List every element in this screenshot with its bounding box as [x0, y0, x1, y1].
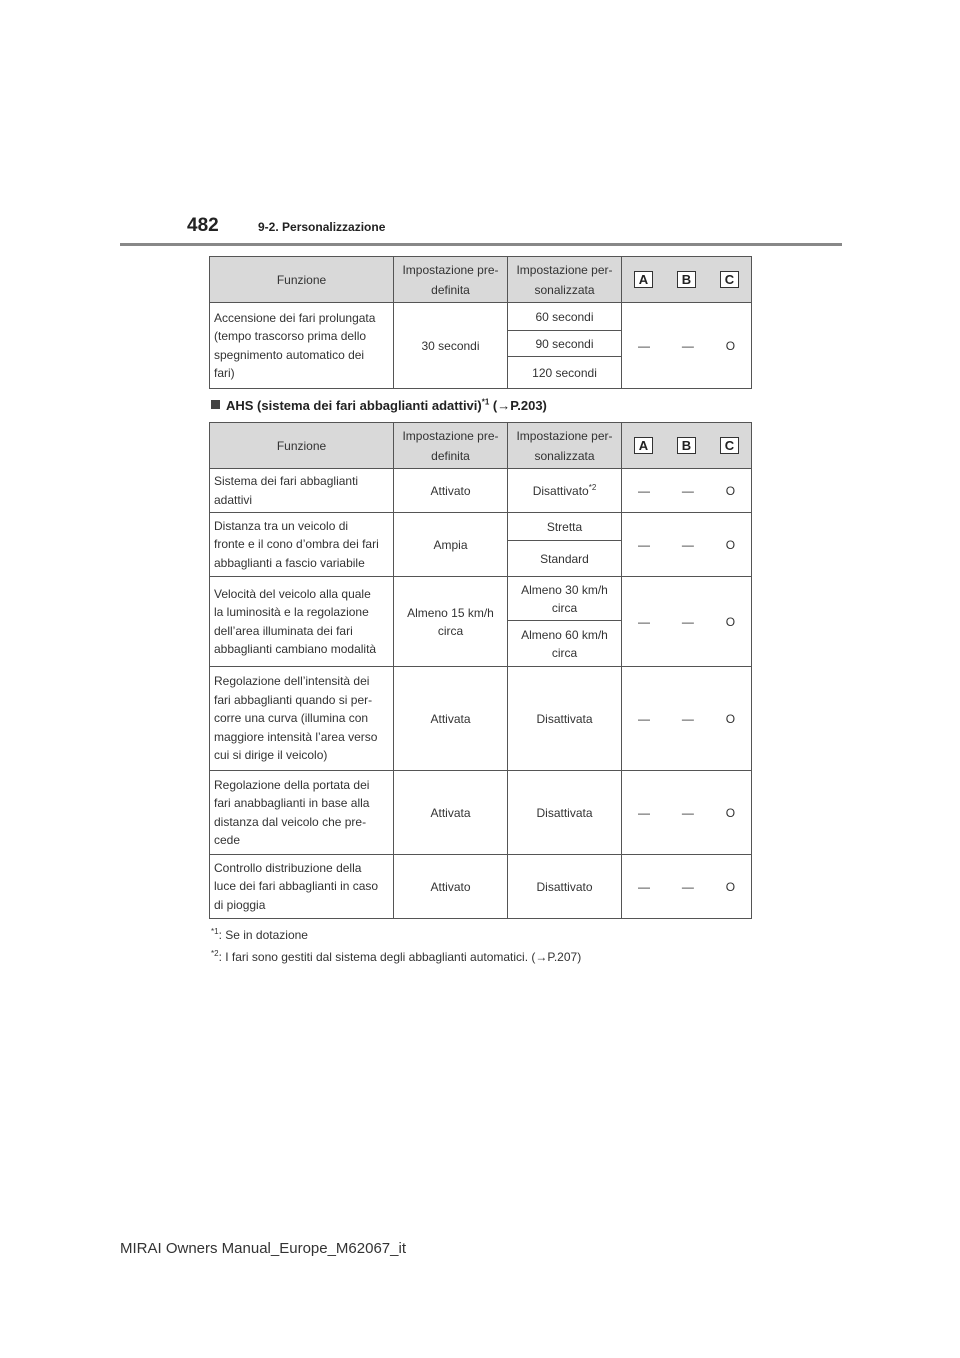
custom-cell: Disattivato: [508, 855, 622, 919]
default-cell: Attivato: [394, 469, 508, 513]
function-cell: Regolazione dell’intensità dei fari abbaglianti quando si per- corre una curva (illumina con maggiore intensità l’area verso cui si dirige il veicolo): [210, 667, 394, 771]
function-cell: Regolazione della portata dei fari anabbaglianti in base alla distanza dal veicolo che pre- cede: [210, 771, 394, 855]
custom-cell: Standard: [508, 541, 622, 577]
footnote-1: $^{*1}$: Se in dotazione: [211, 927, 308, 942]
table-row: [210, 771, 752, 855]
marks-cell: — — O: [622, 469, 752, 513]
default-cell: Almeno 15 km/h circa: [394, 577, 508, 667]
settings-table-ahs: [209, 422, 752, 919]
footnote-2: $^{*2}$: I fari sono gestiti dal sistema degli abbaglianti automatici. (→P.207): [211, 949, 582, 964]
custom-cell: Almeno 30 km/h circa: [508, 577, 622, 621]
default-cell: Attivata: [394, 667, 508, 771]
custom-cell: 60 secondi: [508, 303, 622, 331]
header-rule: [120, 243, 842, 246]
col-funzione: Funzione: [210, 423, 394, 469]
marks-cell: — — O: [622, 855, 752, 919]
default-cell: Attivato: [394, 855, 508, 919]
custom-cell: Almeno 60 km/h circa: [508, 621, 622, 667]
marks-cell: — — O: [622, 771, 752, 855]
function-cell: Velocità del veicolo alla quale la luminosità e la regolazione dell’area illuminata dei fari abbaglianti cambiano modalità: [210, 577, 394, 667]
col-marks: [622, 257, 752, 303]
table-row: [210, 469, 752, 513]
custom-cell: Disattivata: [508, 771, 622, 855]
mark-c-icon: C: [720, 437, 739, 454]
col-custom: Impostazione per- sonalizzata: [508, 257, 622, 303]
default-cell: 30 secondi: [394, 303, 508, 389]
mark-a-icon: A: [634, 437, 653, 454]
col-custom: Impostazione per- sonalizzata: [508, 423, 622, 469]
marks-cell: — — O: [622, 667, 752, 771]
bullet-square-icon: [211, 400, 220, 409]
table-row: [210, 577, 752, 621]
mark-b-icon: B: [677, 437, 696, 454]
page-reference-link[interactable]: P.207): [547, 950, 582, 964]
marks-cell: — — O: [622, 303, 752, 389]
custom-cell: Disattivata: [508, 667, 622, 771]
col-funzione: Funzione: [210, 257, 394, 303]
custom-cell: 90 secondi: [508, 331, 622, 357]
page-reference-link[interactable]: P.203): [510, 398, 547, 413]
page-number: 482: [187, 215, 219, 236]
function-cell: Controllo distribuzione della luce dei fari abbaglianti in caso di pioggia: [210, 855, 394, 919]
mark-c-icon: C: [720, 271, 739, 288]
default-cell: Attivata: [394, 771, 508, 855]
col-default: Impostazione pre- definita: [394, 257, 508, 303]
table-row: [210, 303, 752, 331]
settings-table-headlights: [209, 256, 752, 389]
table-row: [210, 667, 752, 771]
table-row: [210, 855, 752, 919]
mark-a-icon: A: [634, 271, 653, 288]
default-cell: Ampia: [394, 513, 508, 577]
marks-cell: — — O: [622, 577, 752, 667]
section-heading-ahs: AHS (sistema dei fari abbaglianti adattivi)$^{*1}$ (→P.203): [211, 398, 547, 413]
document-footer: MIRAI Owners Manual_Europe_M62067_it: [120, 1240, 406, 1257]
col-marks: [622, 423, 752, 469]
col-default: Impostazione pre- definita: [394, 423, 508, 469]
marks-cell: — — O: [622, 513, 752, 577]
mark-b-icon: B: [677, 271, 696, 288]
section-label: 9-2. Personalizzazione: [258, 220, 386, 234]
function-cell: Sistema dei fari abbaglianti adattivi: [210, 469, 394, 513]
custom-cell: Stretta: [508, 513, 622, 541]
table-row: [210, 513, 752, 541]
table-header-row: [210, 257, 752, 303]
custom-cell: 120 secondi: [508, 357, 622, 389]
table-header-row: [210, 423, 752, 469]
function-cell: Accensione dei fari prolungata (tempo trascorso prima dello spegnimento automatico dei fari): [210, 303, 394, 389]
custom-cell: Disattivato$^{*2}$: [508, 469, 622, 513]
function-cell: Distanza tra un veicolo di fronte e il cono d’ombra dei fari abbaglianti a fascio variabile: [210, 513, 394, 577]
